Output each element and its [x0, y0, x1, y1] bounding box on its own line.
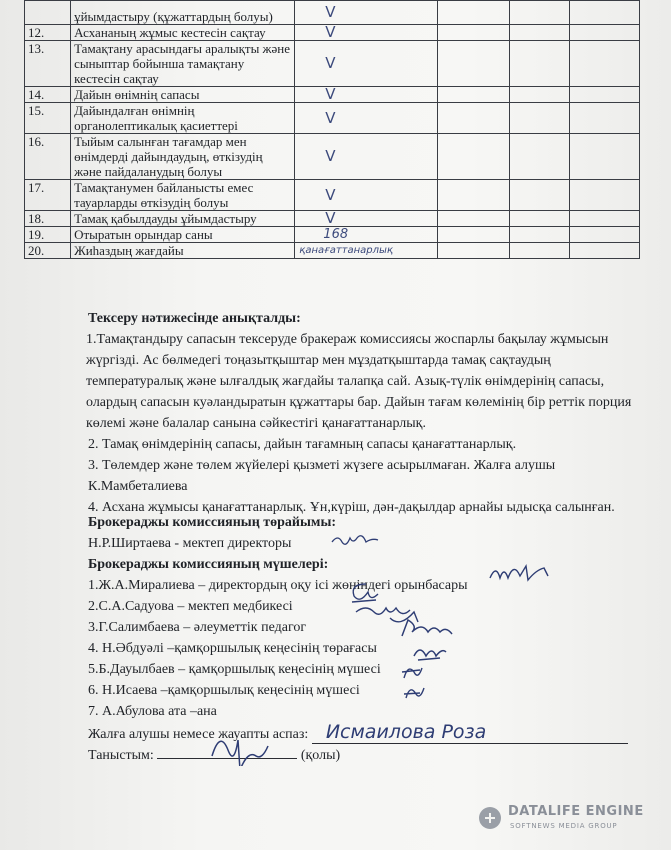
row-mark: V [295, 211, 438, 227]
member-entry: 4. Н.Әбдуәлі –қамқоршылық кеңесінің төрағасы [88, 641, 377, 656]
member-entry: 6. Н.Исаева –қамқоршылық кеңесінің мүшесі [88, 683, 360, 698]
watermark-subtitle: SOFTNEWS MEDIA GROUP [510, 822, 618, 830]
row-criterion: ұйымдастыру (құжаттардың болуы) [71, 1, 295, 25]
member-1-signature [486, 562, 556, 584]
ack-section [88, 744, 648, 766]
row-empty-cell [438, 134, 510, 180]
row-empty-cell [569, 41, 639, 87]
findings-paragraph-4: 4. Асхана жұмысы қанағаттанарлық. Ұн,күріш, дән-дақылдар арнайы ыдысқа салынған. [88, 500, 615, 515]
row-criterion: Тамақтану арасындағы аралықты және сыныптар бойынша тамақтану кестесін сақтау [71, 41, 295, 87]
member-7-signature [400, 680, 430, 702]
row-criterion: Дайындалған өнімнің органолептикалық қасиеттері [71, 103, 295, 134]
members-heading: Брокераджы комиссияның мүшелері: [88, 557, 329, 572]
row-empty-cell [509, 180, 569, 211]
row-empty-cell [509, 87, 569, 103]
findings-paragraph-3: 3. Төлемдер және төлем жүйелері қызметі жүзеге асырылмаған. Жалға алушы К.Мамбеталиева [88, 458, 556, 494]
table-row [25, 243, 640, 259]
member-entry: 1.Ж.А.Миралиева – директордың оқу ісі жөніндегі орынбасары [88, 578, 468, 593]
row-empty-cell [509, 1, 569, 25]
tenant-label: Жалға алушы немесе жауапты аспаз: [88, 727, 309, 742]
row-empty-cell [569, 180, 639, 211]
row-number: 20. [25, 243, 71, 259]
row-number: 12. [25, 25, 71, 41]
tenant-section [88, 722, 658, 745]
row-empty-cell [438, 211, 510, 227]
row-number: 13. [25, 41, 71, 87]
row-empty-cell [509, 103, 569, 134]
row-empty-cell [438, 1, 510, 25]
member-entry: 3.Г.Салимбаева – әлеуметтік педагог [88, 620, 307, 635]
row-empty-cell [569, 227, 639, 243]
row-empty-cell [509, 134, 569, 180]
row-empty-cell [569, 134, 639, 180]
row-empty-cell [438, 87, 510, 103]
ack-signature [206, 726, 276, 766]
row-empty-cell [569, 87, 639, 103]
row-empty-cell [438, 41, 510, 87]
row-mark: қанағаттанарлық [295, 243, 438, 259]
table-row [25, 211, 640, 227]
ack-suffix: (қолы) [300, 748, 341, 763]
row-empty-cell [509, 41, 569, 87]
table-row [25, 87, 640, 103]
table-row [25, 103, 640, 134]
row-criterion: Отыратын орындар саны [71, 227, 295, 243]
member-6-signature [398, 660, 428, 682]
row-empty-cell [438, 180, 510, 211]
chair-heading: Брокераджы комиссияның төрайымы: [88, 515, 337, 530]
row-empty-cell [569, 211, 639, 227]
row-empty-cell [438, 103, 510, 134]
table-row [25, 1, 640, 25]
row-criterion: Жиһаздың жағдайы [71, 243, 295, 259]
row-empty-cell [569, 1, 639, 25]
findings-paragraph-1: 1.Тамақтандыру сапасын тексеруде бракераж комиссиясы жоспарлы бақылау жұмысын жүргізді. Ас бөлмедегі тоңазытқыштар мен мұздатқыштарда тамақ сақтаудың температуралық және ылғалдық жағдайы талапқа сай. Азық-түлік өнімдерінің сапасы, олардың сапасын куәландыратын құжаттары бар. Дайын тағам көлемінің бір реттік порция көлемі және балалар санына сәйкестігі қанағаттанарлық. [86, 332, 632, 431]
row-empty-cell [569, 25, 639, 41]
chair-name: Н.Р.Ширтаева - мектеп директоры [88, 536, 292, 551]
tenant-name: Исмаилова Роза [312, 722, 628, 744]
table-row [25, 134, 640, 180]
chair-signature [330, 532, 390, 548]
row-empty-cell [509, 25, 569, 41]
member-entry: 5.Б.Дауылбаев – қамқоршылық кеңесінің мүшесі [88, 662, 381, 677]
row-empty-cell [569, 103, 639, 134]
row-number: 15. [25, 103, 71, 134]
table-row [25, 25, 640, 41]
row-empty-cell [569, 243, 639, 259]
member-4-signature [394, 616, 464, 642]
row-number: 18. [25, 211, 71, 227]
watermark [478, 800, 668, 840]
table-row [25, 41, 640, 87]
row-number: 16. [25, 134, 71, 180]
row-criterion: Тыйым салынған тағамдар мен өнімдерді дайындаудың, өткізудің және пайдаланудың болуы [71, 134, 295, 180]
row-number [25, 1, 71, 25]
row-criterion: Тамақ қабылдауды ұйымдастыру [71, 211, 295, 227]
findings-section [88, 308, 648, 518]
inspection-table [24, 0, 640, 259]
member-entry: 7. А.Абулова ата –ана [88, 704, 217, 719]
row-empty-cell [509, 227, 569, 243]
row-empty-cell [438, 25, 510, 41]
row-empty-cell [509, 211, 569, 227]
table-row [25, 180, 640, 211]
row-empty-cell [509, 243, 569, 259]
row-mark: V [295, 134, 438, 180]
row-criterion: Асхананың жұмыс кестесін сақтау [71, 25, 295, 41]
watermark-title: DATALIFE ENGINE [508, 804, 644, 819]
table-row [25, 227, 640, 243]
member-entry: 2.С.А.Садуова – мектеп медбикесі [88, 599, 293, 614]
findings-heading: Тексеру нәтижесінде анықталды: [88, 311, 301, 326]
row-criterion: Тамақтанумен байланысты емес тауарларды өткізудің болуы [71, 180, 295, 211]
row-mark: V [295, 87, 438, 103]
row-criterion: Дайын өнімнің сапасы [71, 87, 295, 103]
row-empty-cell [438, 227, 510, 243]
row-number: 19. [25, 227, 71, 243]
ack-label: Таныстым: [88, 748, 154, 763]
row-number: 14. [25, 87, 71, 103]
findings-paragraph-2: 2. Тамақ өнімдерінің сапасы, дайын тағамның сапасы қанағаттанарлық. [88, 437, 517, 452]
row-mark: V [295, 180, 438, 211]
row-mark: V [295, 103, 438, 134]
row-mark: V [295, 25, 438, 41]
row-mark: V [295, 41, 438, 87]
row-number: 17. [25, 180, 71, 211]
row-empty-cell [438, 243, 510, 259]
row-mark: V [295, 1, 438, 25]
row-mark: 168 [295, 227, 438, 243]
watermark-logo-icon [478, 806, 502, 830]
